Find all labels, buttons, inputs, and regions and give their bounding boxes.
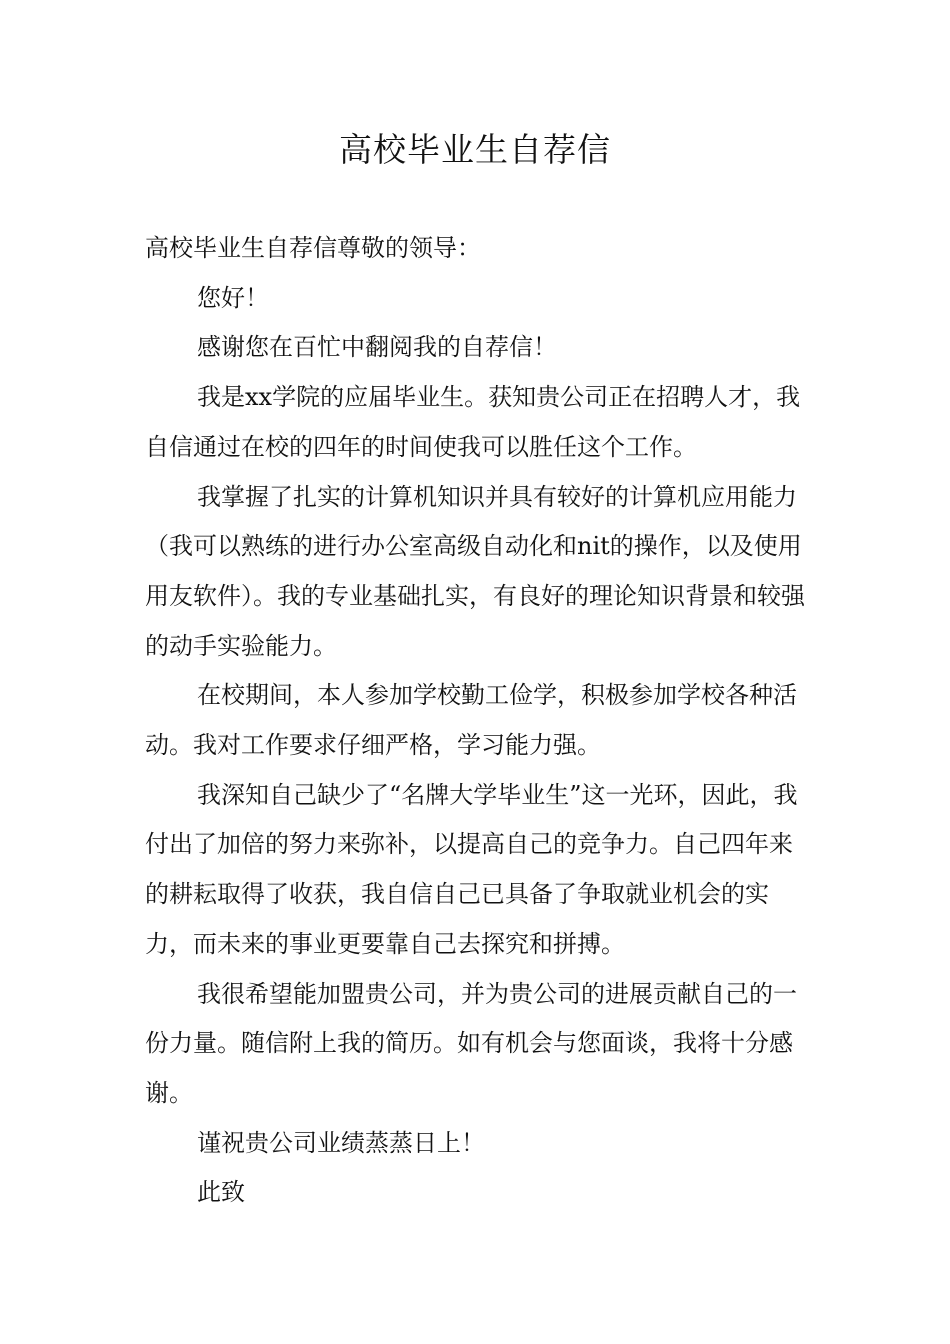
paragraph-greeting: 您好！: [197, 283, 269, 312]
paragraph-introduction: 我是xx学院的应届毕业生。获知贵公司正在招聘人才，我自信通过在校的四年的时间使我可以胜任这个工作。: [145, 383, 801, 461]
letter-body: [145, 224, 815, 1218]
salutation: 高校毕业生自荐信尊敬的领导：: [145, 234, 481, 262]
paragraph-campus-activities: 在校期间，本人参加学校勤工俭学，积极参加学校各种活动。我对工作要求仔细严格，学习能力强。: [145, 681, 797, 760]
paragraph-skills: 我掌握了扎实的计算机知识并具有较好的计算机应用能力（我可以熟练的进行办公室高级自动化和nit的操作，以及使用用友软件）。我的专业基础扎实，有良好的理论知识背景和较强的动手实验能力。: [145, 482, 805, 660]
paragraph-aspiration: 我很希望能加盟贵公司，并为贵公司的进展贡献自己的一份力量。随信附上我的简历。如有机会与您面谈，我将十分感谢。: [145, 979, 797, 1107]
document-title: 高校毕业生自荐信: [339, 130, 611, 169]
paragraph-effort: 我深知自己缺少了“名牌大学毕业生”这一光环，因此，我付出了加倍的努力来弥补，以提高自己的竞争力。自己四年来的耕耘取得了收获，我自信自己已具备了争取就业机会的实力，而未来的事业更要靠自己去探究和拼搏。: [145, 780, 798, 958]
paragraph-wishes: 谨祝贵公司业绩蒸蒸日上！: [197, 1128, 485, 1157]
paragraph-closing: 此致: [197, 1178, 245, 1207]
paragraph-thanks: 感谢您在百忙中翻阅我的自荐信！: [197, 333, 557, 362]
